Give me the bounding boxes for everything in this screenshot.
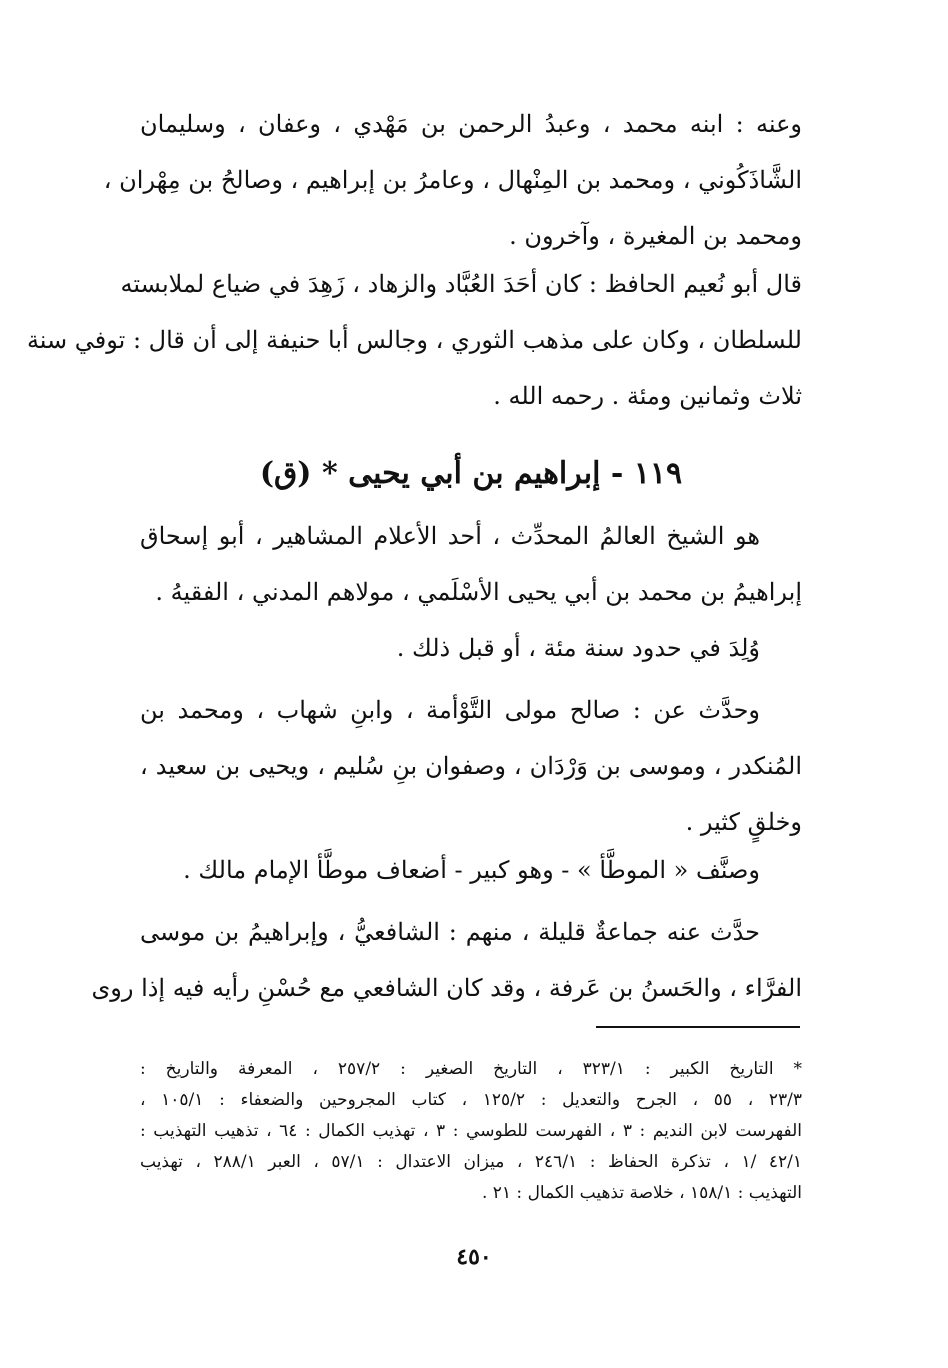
text-line: للسلطان ، وكان على مذهب الثوري ، وجالس أبا حنيفة إلى أن قال : توفي سنة [26,326,802,354]
footnote-line: التهذيب : ١٥٨/١ ، خلاصة تذهيب الكمال : ٢١ . [481,1183,802,1203]
footnote-separator [596,1026,800,1028]
entry-heading: ١١٩ - إبراهيم بن أبي يحيى * (ق) [259,456,683,491]
paragraph-identity [140,508,802,620]
paragraph-muwatta [140,842,802,898]
text-line: وخلقٍ كثير . [685,808,802,836]
text-line: وعنه : ابنه محمد ، وعبدُ الرحمن بن مَهْدي ، وعفان ، وسليمان [140,110,802,138]
text-line: إبراهيمُ بن محمد بن أبي يحيى الأسْلَمي ، مولاهم المدني ، الفقيهُ . [155,578,802,606]
paragraph-students [91,904,802,1016]
text-line: وُلِدَ في حدود سنة مئة ، أو قبل ذلك . [396,634,760,662]
page-number: ٤٥٠ [456,1244,492,1270]
footnote-line: * التاريخ الكبير : ٣٢٣/١ ، التاريخ الصغير : ٢٥٧/٢ ، المعرفة والتاريخ : [140,1059,803,1079]
text-line: وحدَّث عن : صالح مولى التَّوْأمة ، وابنِ شهاب ، ومحمد بن [140,696,760,724]
text-line: ومحمد بن المغيرة ، وآخرون . [509,222,802,250]
paragraph-abu-nuaym-quote [26,256,802,424]
paragraph-narrators [103,96,802,264]
footnote-line: الفهرست لابن النديم : ٣ ، الفهرست للطوسي : ٣ ، تهذيب الكمال : ٦٤ ، تذهيب التهذيب : [140,1121,802,1141]
footnote [140,1054,802,1209]
footnote-line: ٤٢/١ /١ ، تذكرة الحفاظ : ٢٤٦/١ ، ميزان الاعتدال : ٥٧/١ ، العبر ٢٨٨/١ ، تهذيب [140,1152,802,1172]
text-line: الفرَّاء ، والحَسنُ بن عَرفة ، وقد كان الشافعي مع حُسْنِ رأيه فيه إذا روى [91,974,802,1002]
text-line: هو الشيخ العالمُ المحدِّث ، أحد الأعلام المشاهير ، أبو إسحاق [140,522,761,550]
paragraph-teachers [140,682,802,850]
footnote-line: ٢٣/٣ ، ٥٥ ، الجرح والتعديل : ١٢٥/٢ ، كتاب المجروحين والضعفاء : ١٠٥/١ ، [140,1090,803,1110]
paragraph-birth [140,620,802,676]
text-line: وصنَّف « الموطَّأ » - وهو كبير - أضعاف موطَّأ الإمام مالك . [183,856,760,884]
text-line: الشَّاذَكُوني ، ومحمد بن المِنْهال ، وعامرُ بن إبراهيم ، وصالحُ بن مِهْران ، [103,166,802,194]
text-line: قال أبو نُعيم الحافظ : كان أحَدَ العُبَّاد والزهاد ، زَهِدَ في ضياع لملابسته [120,270,802,298]
text-line: ثلاث وثمانين ومئة . رحمه الله . [493,382,802,410]
text-line: حدَّث عنه جماعةٌ قليلة ، منهم : الشافعيُّ ، وإبراهيمُ بن موسى [140,918,760,946]
text-line: المُنكدر ، وموسى بن وَرْدَان ، وصفوان بنِ سُليم ، ويحيى بن سعيد ، [140,752,802,780]
